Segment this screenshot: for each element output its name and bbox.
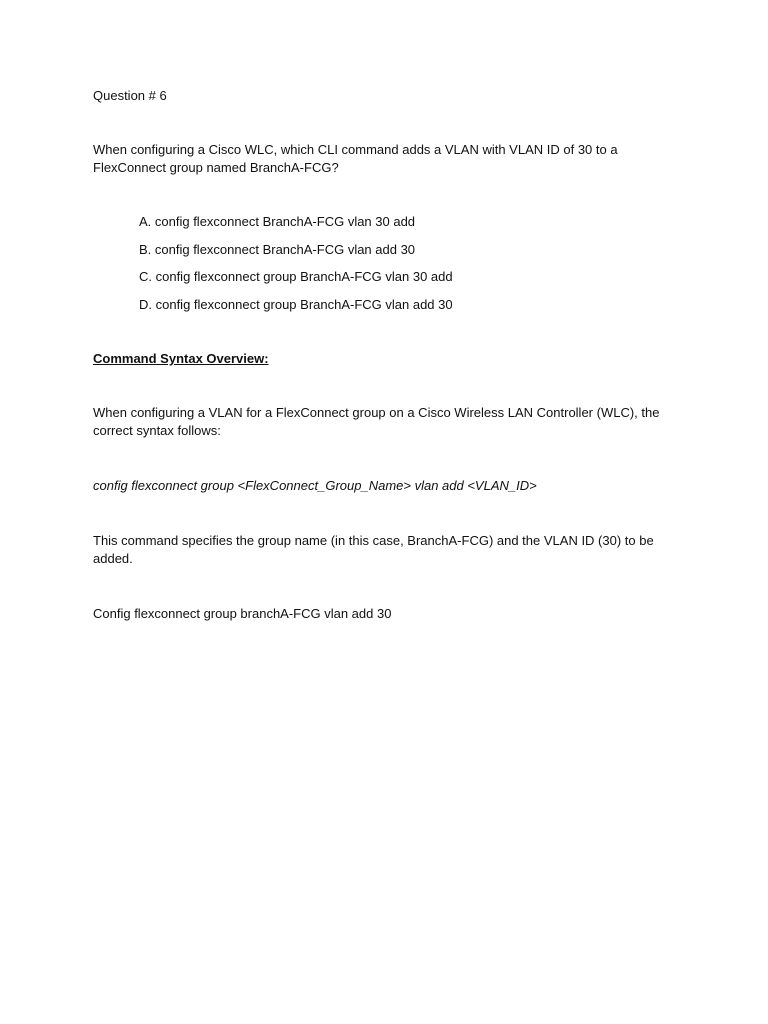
answer-options-list: [139, 213, 679, 323]
option-a: A. config flexconnect BranchA-FCG vlan 30 add: [139, 214, 416, 229]
option-b: B. config flexconnect BranchA-FCG vlan add 30: [139, 241, 416, 257]
option-c: C. config flexconnect group BranchA-FCG vlan 30 add: [139, 269, 453, 284]
explanation-detail: This command specifies the group name (in this case, BranchA-FCG) and the VLAN ID (30) to be added.: [93, 533, 654, 566]
section-heading: Command Syntax Overview:: [93, 351, 269, 366]
command-syntax: config flexconnect group <FlexConnect_Group_Name> vlan add <VLAN_ID>: [93, 478, 537, 493]
question-number: Question # 6: [93, 88, 167, 103]
option-d: D. config flexconnect group BranchA-FCG vlan add 30: [139, 296, 453, 312]
answer-command: Config flexconnect group branchA-FCG vlan add 30: [93, 606, 392, 621]
question-text: When configuring a Cisco WLC, which CLI command adds a VLAN with VLAN ID of 30 to a FlexConnect group named BranchA-FCG?: [93, 142, 618, 175]
explanation-intro: When configuring a VLAN for a FlexConnect group on a Cisco Wireless LAN Controller (WLC), the correct syntax follows:: [93, 405, 660, 438]
